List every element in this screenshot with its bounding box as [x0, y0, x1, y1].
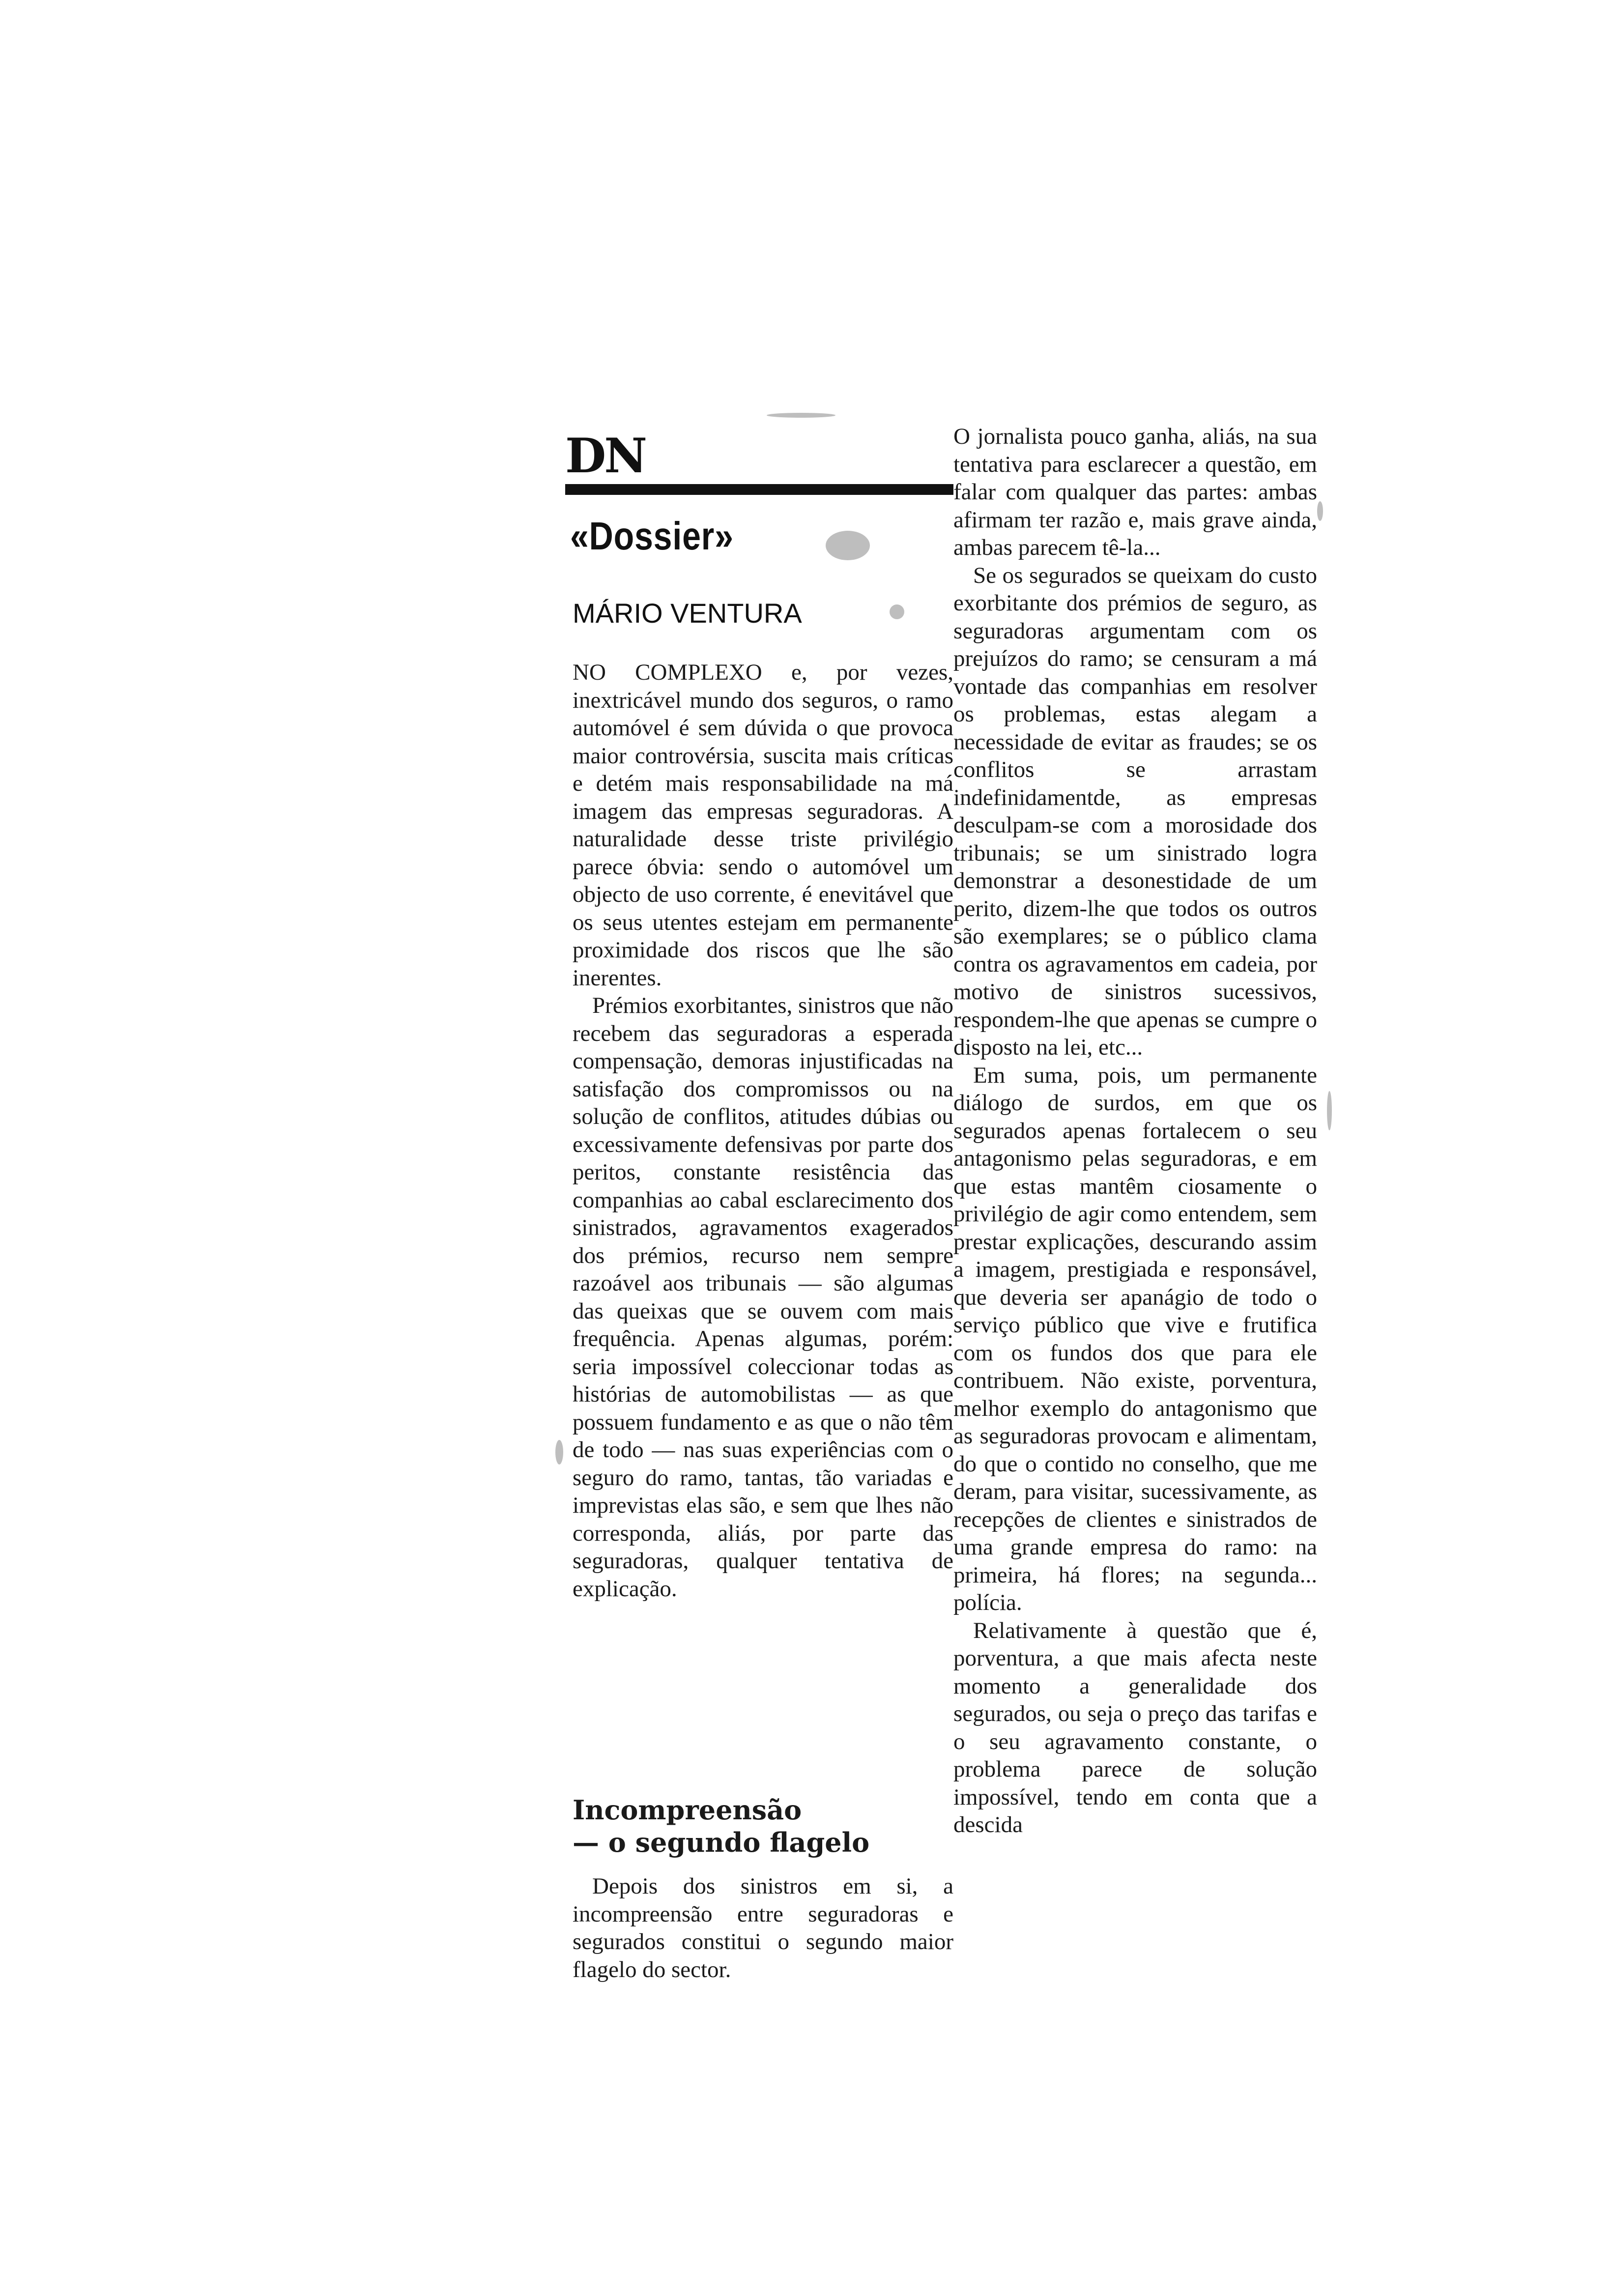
paragraph: O jornalista pouco ganha, aliás, na sua tentativa para esclarecer a questão, em falar com qualquer das partes: ambas afirmam ter razão e, mais grave ainda, ambas parecem tê-la...: [953, 424, 1317, 560]
author-byline: MÁRIO VENTURA: [573, 598, 802, 629]
paragraph: Em suma, pois, um permanente diálogo de surdos, em que os segurados apenas fortalecem o seu antagonismo pelas seguradoras, e em que estas mantêm ciosamente o privilégio de agir como entendem, sem prestar explicações, descurando assim a imagem, prestigiada e responsável, que deveria ser apanágio de todo o serviço público que vive e frutifica com os fundos dos que para ele contribuem. Não existe, porventura, melhor exemplo do antagonismo que as seguradoras provocam e alimentam, do que o contido no conselho, que me deram, para visitar, sucessivamente, as recepções de clientes e sinistrados de uma grande empresa do ramo: na primeira, há flores; na segunda... polícia.: [953, 1062, 1317, 1615]
paragraph: Se os segurados se queixam do custo exorbitante dos prémios de seguro, as seguradoras argumentam com os prejuízos do ramo; se censuram a má vontade das companhias em resolver os problemas, estas alegam a necessidade de evitar as fraudes; se os conflitos se arrastam indefinidamentde, as empresas desculpam-se com a morosidade dos tribunais; se um sinistrado logra demonstrar a desonestidade de um perito, dizem-lhe que todos os outros são exemplares; se o público clama contra os agravamentos em cadeia, por motivo de sinistros sucessivos, respondem-lhe que apenas se cumpre o disposto na lei, etc...: [953, 562, 1317, 1060]
scan-speck: [826, 531, 870, 560]
paragraph: NO COMPLEXO e, por vezes, inextricável mundo dos seguros, o ramo automóvel é sem dúvida o que provoca maior controvérsia, suscita mais críticas e detém mais responsabilidade na má imagem das empresas seguradoras. A naturalidade desse triste privilégio parece óbvia: sendo o automóvel um objecto de uso corrente, é enevitável que os seus utentes estejam em permanente proximidade dos riscos que lhe são inerentes.: [573, 660, 953, 991]
right-column-body: [953, 423, 1317, 1839]
subheading: [573, 1794, 869, 1859]
newspaper-clipping: [531, 403, 1337, 1990]
paragraph: Prémios exorbitantes, sinistros que não recebem das seguradoras a esperada compensação, demoras injustificadas na satisfação dos compromissos ou na solução de conflitos, atitudes dúbias ou excessivamente defensivas por parte dos peritos, constante resistência das companhias ao cabal esclarecimento dos sinistrados, agravamentos exagerados dos prémios, recurso nem sempre razoável aos tribunais — são algumas das queixas que se ouvem com mais frequência. Apenas algumas, porém: seria impossível coleccionar todas as histórias de automobilistas — as que possuem fundamento e as que o não têm de todo — nas suas experiências com o seguro do ramo, tantas, tão variadas e imprevistas elas são, e sem que lhes não corresponda, aliás, por parte das seguradoras, qualquer tentativa de explicação.: [573, 993, 953, 1602]
header-rule: [565, 484, 953, 495]
scan-speck: [1317, 501, 1323, 521]
scan-speck: [555, 1440, 563, 1464]
scan-speck: [1327, 1091, 1332, 1130]
left-column-tail: [573, 1872, 953, 1983]
left-column-body: [573, 659, 953, 1603]
scan-speck: [767, 413, 835, 418]
paragraph: Relativamente à questão que é, porventura, a que mais afecta neste momento a generalidade dos segurados, ou seja o preço das tarifas e o seu agravamento constante, o problema parece de solução impossível, tendo em conta que a descida: [953, 1617, 1317, 1837]
section-title: «Dossier»: [570, 514, 734, 558]
scan-speck: [890, 604, 904, 619]
subheading-line: Incompreensão: [573, 1794, 802, 1826]
newspaper-logo: DN: [565, 428, 645, 484]
paragraph: Depois dos sinistros em si, a incompreensão entre seguradoras e segurados constitui o segundo maior flagelo do sector.: [573, 1873, 953, 1982]
subheading-line: — o segundo flagelo: [573, 1827, 870, 1858]
